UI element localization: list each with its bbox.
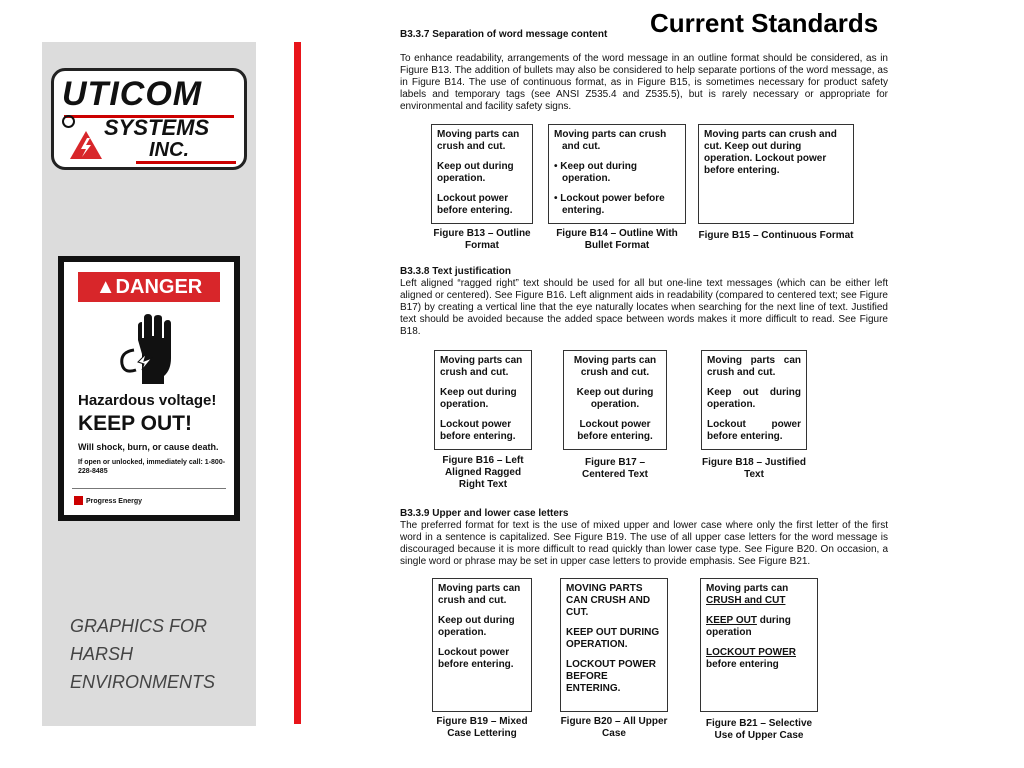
figure-line: Moving parts can crush and cut.	[440, 355, 523, 378]
figure-line: Keep out during operation.	[707, 387, 801, 410]
logo-underline	[136, 161, 236, 164]
section-body-b337: To enhance readability, arrangements of the word message in an outline format should be considered, as in Figure B13. The addition of bullets may also be considered to help separate portions of the word message, as in Figure B14. The use of continuous format, as in Figure B15, is sometimes necessary for product safety labels and temporary tags (see ANSI Z535.4 and Z535.5), but is rarely necessary or appropriate for environmental and facility safety signs.	[400, 53, 888, 112]
figure-line: Lockout power before entering.	[440, 419, 516, 442]
figure-b21-caption: Figure B21 – Selective Use of Upper Case	[705, 718, 813, 741]
figure-b19-caption: Figure B19 – Mixed Case Lettering	[436, 716, 528, 739]
logo-line-1: UTICOM	[62, 75, 203, 113]
figure-line: Moving parts can crush and cut.	[438, 583, 521, 606]
figure-text: before entering	[706, 659, 779, 670]
figure-text: Moving parts can	[706, 583, 789, 594]
figure-line: Moving parts can crush and cut.	[707, 355, 801, 378]
emphasis-text: KEEP OUT	[706, 615, 757, 626]
section-body-b338: Left aligned “ragged right” text should be used for all but one-line text messages (which can be either left aligned or centered). See Figure B16. Left alignment aids in readability (compared to centered text; see Figure B17) by creating a vertical line that the eye naturally locates when searching for the next line of text. Justified text should be avoided because the added space between words makes it more difficult to read. See Figure B18.	[400, 278, 888, 337]
figure-line: Keep out during operation.	[438, 615, 515, 638]
figure-b19-box	[432, 578, 532, 712]
section-body-b339: The preferred format for text is the use of mixed upper and lower case where only the first letter of the first word in a sentence is capitalized. See Figure B19. The use of all upper case letters for the word message is discouraged because it is more difficult to read quickly than lower case type. See Figure B20. On occasion, a single word or phrase may be set in upper case letters to provide emphasis. See Figure B21.	[400, 520, 888, 567]
figure-line: • Lockout power before entering.	[554, 193, 665, 216]
figure-b14-caption: Figure B14 – Outline With Bullet Format	[556, 228, 678, 251]
figure-line: Lockout power before entering.	[707, 419, 801, 442]
figure-b16-caption: Figure B16 – Left Aligned Ragged Right Text	[442, 455, 524, 490]
figure-b13-box	[431, 124, 533, 224]
section-heading-b338: B3.3.8 Text justification	[400, 266, 511, 277]
figure-line: Moving parts can crush and cut.	[554, 129, 667, 152]
figure-line: Keep out during operation.	[437, 161, 514, 184]
figure-line: Keep out during operation.	[576, 387, 654, 410]
figure-line: Lockout power before entering.	[577, 419, 653, 442]
figure-b18-box	[701, 350, 807, 450]
figure-line: • Keep out during operation.	[554, 161, 637, 184]
figure-b16-box	[434, 350, 532, 450]
sign-line-3: Will shock, burn, or cause death.	[78, 442, 219, 452]
figure-b15-caption: Figure B15 – Continuous Format	[698, 230, 854, 241]
figure-text: during	[756, 615, 791, 626]
figure-b17-box	[563, 350, 667, 450]
figure-line: KEEP OUT DURING OPERATION.	[566, 627, 660, 650]
progress-energy-icon	[74, 496, 83, 505]
sign-line-4: If open or unlocked, immediately call: 1-800-228-8485	[78, 459, 226, 475]
figure-b20-caption: Figure B20 – All Upper Case	[560, 716, 668, 739]
figure-line: LOCKOUT POWER BEFORE ENTERING.	[566, 659, 656, 694]
figure-b17-caption: Figure B17 – Centered Text	[582, 457, 648, 480]
figure-line: Lockout power before entering.	[438, 647, 514, 670]
logo-line-2: SYSTEMS	[104, 115, 210, 140]
figure-line	[706, 647, 812, 671]
figure-line	[706, 615, 812, 639]
section-heading-b339: B3.3.9 Upper and lower case letters	[400, 508, 569, 519]
figure-b13-caption: Figure B13 – Outline Format	[433, 228, 531, 251]
danger-header: ▲DANGER	[78, 272, 220, 302]
danger-sign	[58, 256, 240, 521]
figure-line	[706, 583, 812, 607]
sign-line-2: KEEP OUT!	[78, 412, 192, 435]
figure-b14-box	[548, 124, 686, 224]
figure-line: Lockout power before entering.	[437, 193, 513, 216]
electric-shock-hand-icon	[116, 314, 182, 386]
figure-line: Moving parts can crush and cut.	[437, 129, 520, 152]
figure-line: Moving parts can crush and cut.	[573, 355, 657, 378]
logo-line-3: INC.	[149, 139, 189, 161]
accent-divider	[294, 42, 301, 724]
figure-b15-box	[698, 124, 854, 224]
tagline: GRAPHICS FOR HARSH ENVIRONMENTS	[70, 616, 216, 692]
section-heading-b337: B3.3.7 Separation of word message content	[400, 29, 608, 40]
figure-b20-box	[560, 578, 668, 712]
registered-mark-icon	[62, 115, 75, 128]
figure-line: Moving parts can crush and cut. Keep out during operation. Lockout power before entering.	[704, 129, 837, 176]
sign-footer: Progress Energy	[86, 498, 143, 505]
figure-b18-caption: Figure B18 – Justified Text	[702, 457, 806, 480]
page-title: Current Standards	[650, 8, 879, 38]
emphasis-text: CRUSH and CUT	[706, 595, 786, 606]
lightning-triangle-icon	[68, 129, 104, 161]
emphasis-text: LOCKOUT POWER	[706, 647, 796, 658]
uticom-logo	[51, 68, 247, 170]
figure-line: MOVING PARTS CAN CRUSH AND CUT.	[566, 583, 651, 618]
figure-text: operation	[706, 627, 752, 638]
sign-divider	[72, 488, 226, 489]
figure-line: Keep out during operation.	[440, 387, 517, 410]
figure-b21-box	[700, 578, 818, 712]
sign-line-1: Hazardous voltage!	[78, 392, 217, 409]
